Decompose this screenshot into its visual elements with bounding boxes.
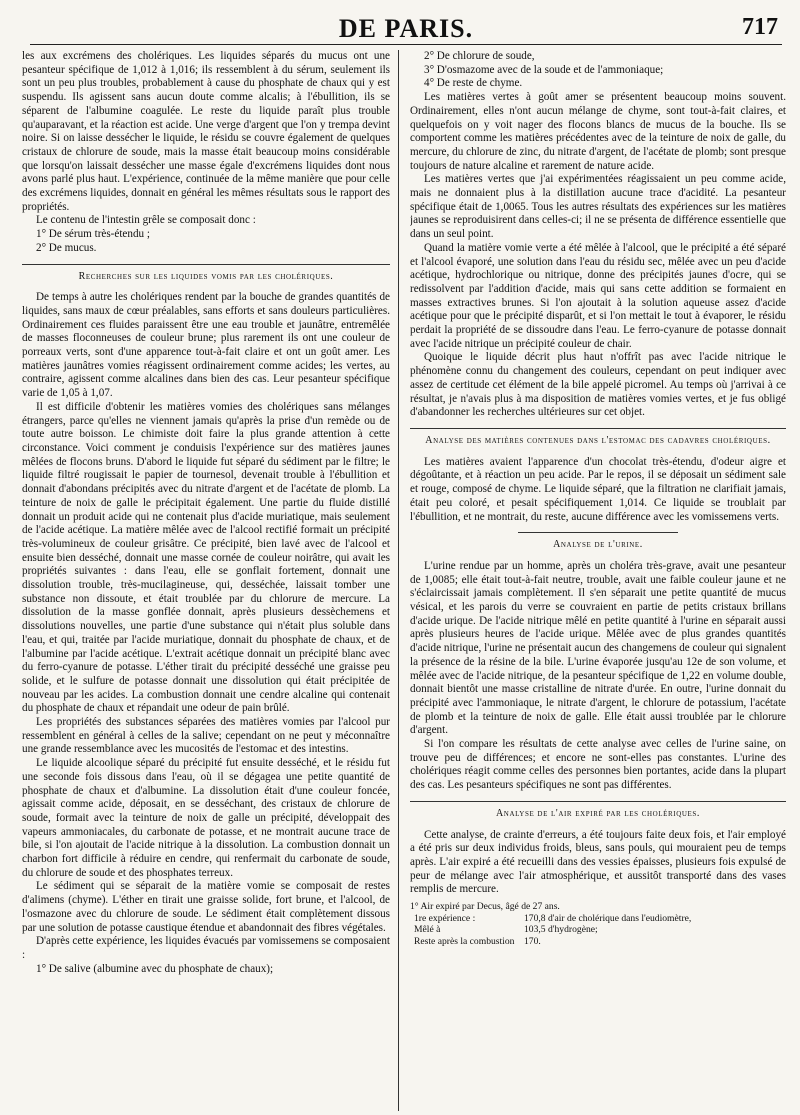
page-header [30, 10, 782, 45]
row-label: 1re expérience : [414, 912, 476, 924]
page-number: 717 [742, 14, 778, 40]
row-value: 170. [524, 935, 541, 947]
section-heading: Analyse de l'air expiré par les cholériques. [410, 801, 786, 821]
column-divider [398, 50, 399, 1111]
paragraph: L'urine rendue par un homme, après un choléra très-grave, avait une pesanteur de 1,0085; elle était tout-à-fait neutre, trouble, avait une faible couleur jaune et ne s'éclaircissait jamais complètement. Il s'en séparait une petite quantité de mucus vésical, et les parois du verre se couvraient en partie de petits cristaux brillans d'acide urique. De l'acide nitrique mêlé en petite quantité à l'urine en séparait aussi après plusieurs heures de l'acide urique. Mêlée avec de plus grandes quantités d'acide nitrique, l'urine ne présentait aucun des changemens de couleur qui signalent la présence de la résine de la bile. L'urine évaporée jusqu'au 12e de son volume, et mêlée avec de l'acide nitrique, de la pesanteur spécifique de 1,22 en volume double, donnait bientôt une masse cristalline de nitrate d'urée. En outre, l'urine donnait du précipité avec l'ammoniaque, le nitrate d'argent, le chlorure de potassium, l'acétate de plomb et la teinture de noix de galle. Elle était aussi troublée par le chlorure d'argent. [410, 559, 786, 737]
list-item: 1° De sérum très-étendu ; [36, 228, 150, 241]
paragraph: Les matières vertes que j'ai expérimentées réagissaient un peu comme acide, mais ne donnaient plus à la distillation aucune trace d'acidité. La pesanteur spécifique était de 1,0065. Tous les autres résultats des expériences sur les matières jaunes se reproduisirent dans celles-ci; il ne se présenta de différence essentielle que dans un seul point. [410, 173, 786, 241]
paragraph: Si l'on compare les résultats de cette analyse avec celles de l'urine saine, on trouve peu de différences; et encore ne sont-elles pas constantes. L'urine des cholériques réagit comme celles des personnes bien portantes, acide dans la plupart des cas. Les pesanteurs spécifiques ne sont pas différentes. [410, 738, 786, 792]
paragraph: Les propriétés des substances séparées des matières vomies par l'alcool pur ressemblent en général à celles de la salive; cependant on ne peut y méconnaître une grande ressemblance avec les mucosités de l'estomac et des intestins. [22, 716, 390, 756]
paragraph: Quand la matière vomie verte a été mêlée à l'alcool, que le précipité a été séparé et l'alcool évaporé, une solution dans l'eau du résidu sec, mêlée avec un peu d'acide acétique, hydrochlorique ou nitrique, donne des précipités jaunes d'ocre, qui se redissolvent par l'addition d'acide, mais qui sans cette addition se formaient en masses extractives brunes. Si l'on ajoutait à la solution aqueuse assez d'acide acétique pour que le précipité disparût, et si l'on mettait le tout à évaporer, le résidu perdait la propriété de se dissoudre dans l'eau. Le ferro-cyanure de potasse donnait avec l'acide nitrique un précipité couleur de chair. [410, 241, 786, 350]
list-item: 4° De reste de chyme. [424, 77, 523, 90]
left-column [22, 50, 390, 1111]
section-heading: Analyse des matières contenues dans l'estomac des cadavres cholériques. [410, 428, 786, 448]
table-row [410, 924, 786, 936]
table-row [410, 936, 786, 948]
paragraph: Le contenu de l'intestin grêle se composait donc : [36, 214, 256, 227]
experiment-table [410, 901, 786, 947]
row-value: 170,8 d'air de cholérique dans l'eudiomètre, [524, 912, 692, 924]
row-label: Mêlé à [414, 924, 441, 936]
paragraph: Les matières vertes à goût amer se présentent beaucoup moins souvent. Ordinairement, elles n'ont aucun mélange de chyme, sont tout-à-fait claires, et quelquefois on y voit nager des flocons blancs de mucus de la bouche. Ils se comportent comme les matières précédentes avec de la teinture de noix de galle, du mercure, du chlorure de zinc, du nitrate d'argent, de l'acétate de plomb; sont presque toujours de nature alcaline et rarement de nature acide. [410, 91, 786, 172]
row-label: Reste après la combustion [414, 935, 515, 947]
table-row [410, 913, 786, 925]
list-item: 2° De chlorure de soude, [424, 50, 535, 62]
paragraph: Quoique le liquide décrit plus haut n'offrît pas avec l'acide nitrique le phénomène connu du changement des couleurs, cependant on peut indiquer avec assez de certitude cet élément de la bile appelé picromel. Au temps où j'arrivai à ce résultat, je n'avais plus à ma disposition de matières vomies vertes, et je fus obligé d'abandonner les recherches ultérieures sur cet objet. [410, 351, 786, 419]
list-item: 1° De salive (albumine avec du phosphate de chaux); [36, 962, 274, 975]
list-item: 3° D'osmazome avec de la soude et de l'ammoniaque; [424, 63, 664, 76]
paragraph: Le liquide alcoolique séparé du précipité fut ensuite desséché, et le résidu fut une seconde fois dissous dans l'eau, où il se dégagea une petite quantité de phosphate de chaux et d'albumine. La dissolution était d'une couleur foncée, agissait comme acide, déposait, en se desséchant, des cristaux de chlorure de soude, formait avec la teinture de noix de galle un précipité, développait des vapeurs ammoniacales, du carbonate de potasse, et ne montrait aucune trace de bile, si l'on ajoutait de l'acide nitrique à la dissolution. La combustion donnait un charbon fort difficile à réduire en cendre, qui renfermait du carbonate de soude, du chlorure de soude et des phosphates terreux. [22, 757, 390, 879]
row-value: 103,5 d'hydrogène; [524, 924, 598, 936]
paragraph: D'après cette expérience, les liquides évacués par vomissemens se composaient : [22, 935, 390, 961]
right-column [410, 50, 786, 1111]
paragraph: Cette analyse, de crainte d'erreurs, a été toujours faite deux fois, et l'air employé a été pris sur deux individus froids, bleus, sans pouls, qui mouraient peu de temps après. L'air expiré a été recueilli dans des vessies épaisses, plusieurs fois expulsé de peur de mélange avec l'air atmosphérique, et aussitôt transporté dans des vases remplis de mercure. [410, 828, 786, 896]
section-heading: Recherches sur les liquides vomis par les cholériques. [22, 264, 390, 284]
paragraph: Le sédiment qui se séparait de la matière vomie se composait de restes d'alimens (chyme). L'éther en tirait une graisse solide, fort brune, et l'alcool, de l'osmazone avec du chlorure de soude. Le sédiment était complètement dissous par une solution de potasse caustique étendue et abandonnait des fibres végétales. [22, 880, 390, 934]
running-title: DE PARIS. [338, 14, 474, 43]
section-heading: Analyse de l'urine. [518, 532, 678, 552]
paragraph: Les matières avaient l'apparence d'un chocolat très-étendu, d'odeur aigre et dégoûtante, et à réaction un peu acide. Par le repos, il se déposait un sédiment sale et rouge, composé de chyme. Le liquide séparé, que la filtration ne clarifiait jamais, était peu coloré, et pesait spécifiquement 1,014. Ce liquide se troublait par l'ébullition, et ne montrait, du reste, aucune différence avec les vomissemens verts. [410, 455, 786, 523]
paragraph: De temps à autre les cholériques rendent par la bouche de grandes quantités de liquides, sans maux de cœur préalables, sans efforts et sans douleurs particulières. Ordinairement ces fluides paraissent être une eau trouble et jaunâtre, entremêlée de masses floconneuses de couleur brune; plus rarement ils ont une couleur de porreaux verts, sont d'une apparence tout-à-fait claire et ont un goût amer. Les matières jaunâtres vomies réagissent ordinairement comme acides; les vertes, au contraire, agissent comme alcalines dans bien des cas. Leur pesanteur spécifique varie de 1,05 à 1,07. [22, 291, 390, 400]
experiment-caption: 1° Air expiré par Decus, âgé de 27 ans. [410, 901, 560, 913]
list-item: 2° De mucus. [36, 241, 97, 254]
paragraph: les aux excrémens des cholériques. Les liquides séparés du mucus ont une pesanteur spécifique de 1,012 à 1,016; ils ressemblent à du sérum, seulement ils sont un peu plus troubles, probablement à cause du phosphate de chaux qui y est suspendu. Ils agissent sans aucun doute comme alcalis; à l'ébullition, ils se séparent de l'albumine coagulée. Le reste du liquide paraît plus trouble qu'auparavant, et la réaction est acide. Une verge d'argent que l'on y trempa devint noire. Si on laisse dessécher le liquide, le résidu se couvre également de quelques cristaux de chlorure de soude, mais la masse était beaucoup moins considérable que lorsqu'on laissait dessécher une masse égale d'excrémens liquides dont nous avons parlé plus haut. L'expérience, continuée de la même manière que pour celle des excrémens liquides, donnait en général les mêmes résultats sous le rapport des propriétés. [22, 50, 390, 213]
paragraph: Il est difficile d'obtenir les matières vomies des cholériques sans mélanges étrangers, parce qu'elles ne viennent jamais qu'après la prise d'un remède ou de toute autre boisson. Le chimiste doit faire la plus grande attention à cette circonstance. Voici comment je conduisis l'expérience sur des matières jaunes mêlées de flocons bruns. D'abord le liquide fut séparé du sédiment par le filtre; le liquide filtré rougissait le papier de tournesol, devenait trouble à l'ébullition et donnait d'abondans précipités avec du nitrate d'argent et de l'acétate de plomb. La teinture de noix de galle le précipitait également. Une partie du fluide distillé donnait un produit acide qui ne contenait plus d'acide muriatique, mais seulement de l'acide acétique. La matière mêlée avec de l'alcool rectifié formait un précipité très-volumineux de couleur grisâtre. Ce précipité, bien lavé avec de l'alcool et ensuite bien desséché, donnait une masse cornée de couleur noirâtre, qui avait les propriétés suivantes : dans l'eau, elle se gonflait fortement, donnait une dissolution trouble, très-mucilagineuse, qui, desséchée, laissait tomber une substance non dissoute, et était troublée par du chlorure de mercure. La dissolution de la masse gonflée donnait, après plusieurs dessèchemens et dissolutions nouvelles, une partie d'une substance qui n'était plus soluble dans l'eau, et qui, traitée par l'acide muriatique, donnait du phosphate de chaux, et de l'albumine par l'acide acétique. L'extrait acétique donnait un précipité blanc avec du ferro-cyanure de potasse. L'éther tirait du précipité desséché une graisse peu solide, et le sulfure de potasse donnait une dissolution qui était précipitée de nouveau par les acides. La combustion donnait une cendre alcaline qui contenait du phosphate de chaux et répandait une odeur de pain brûlé. [22, 400, 390, 715]
